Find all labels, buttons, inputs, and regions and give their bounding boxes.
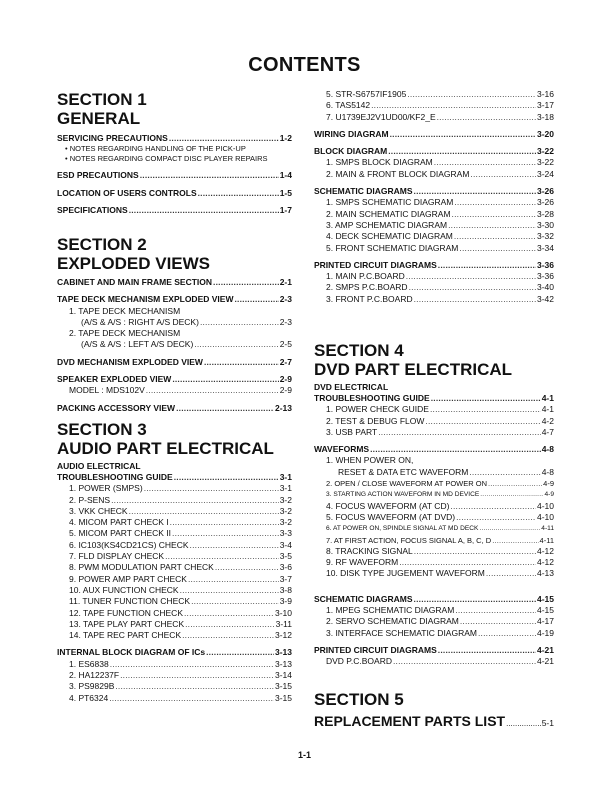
toc-entry[interactable]: 5. FOCUS WAVEFORM (AT DVD) ..... 4-10 [314, 512, 554, 523]
toc-entry[interactable]: 1. MAIN P.C.BOARD ..... 3-36 [314, 271, 554, 282]
toc-entry[interactable]: REPLACEMENT PARTS LIST ..... 5-1 [314, 713, 554, 729]
toc-entry[interactable]: TROUBLESHOOTING GUIDE ..... 3-1 [57, 472, 292, 483]
section-title: EXPLODED VIEWS [57, 254, 211, 273]
toc-entry[interactable]: BLOCK DIAGRAM ..... 3-22 [314, 146, 554, 157]
toc-entry[interactable]: PACKING ACCESSORY VIEW ..... 2-13 [57, 403, 292, 414]
toc-entry[interactable]: 14. TAPE REC PART CHECK ..... 3-12 [57, 630, 292, 641]
toc-entry[interactable]: 5. MICOM PART CHECK II ..... 3-3 [57, 528, 292, 539]
toc-entry[interactable]: DVD P.C.BOARD ..... 4-21 [314, 656, 554, 667]
toc-entry[interactable]: 2. MAIN & FRONT BLOCK DIAGRAM ..... 3-24 [314, 169, 554, 180]
section-1 [57, 90, 292, 216]
toc-entry[interactable]: 1. SMPS BLOCK DIAGRAM ..... 3-22 [314, 157, 554, 168]
section-4 [314, 341, 554, 668]
toc-entry[interactable]: DVD MECHANISM EXPLODED VIEW ..... 2-7 [57, 357, 292, 368]
toc-entry[interactable]: 3. USB PART ..... 4-7 [314, 427, 554, 438]
toc-entry[interactable]: 4. MICOM PART CHECK I ..... 3-2 [57, 517, 292, 528]
page-title: CONTENTS [248, 54, 361, 76]
toc-subheading: 1. WHEN POWER ON, [326, 455, 414, 466]
toc-entry[interactable]: LOCATION OF USERS CONTROLS ..... 1-5 [57, 188, 292, 199]
toc-entry[interactable]: 4. FOCUS WAVEFORM (AT CD) ..... 4-10 [314, 501, 554, 512]
section-title: DVD PART ELECTRICAL [314, 360, 513, 379]
section-number: SECTION 1 [57, 90, 147, 109]
toc-entry[interactable]: RESET & DATA ETC WAVEFORM ..... 4-8 [314, 467, 554, 478]
toc-entry[interactable]: 2. OPEN / CLOSE WAVEFORM AT POWER ON ..... 4-9 [314, 478, 554, 489]
toc-entry[interactable]: 6. AT POWER ON, SPINDLE SIGNAL AT MD DECK ..... 4-11 [314, 523, 554, 534]
toc-entry[interactable]: WAVEFORMS ..... 4-8 [314, 444, 554, 455]
toc-entry[interactable]: 4. DECK SCHEMATIC DIAGRAM ..... 3-32 [314, 231, 554, 242]
toc-entry[interactable]: SPECIFICATIONS ..... 1-7 [57, 205, 292, 216]
toc-entry[interactable]: (A/S & A/S : LEFT A/S DECK) ..... 2-5 [57, 339, 292, 350]
toc-entry[interactable]: SERVICING PRECAUTIONS ..... 1-2 [57, 133, 292, 144]
toc-entry[interactable]: TROUBLESHOOTING GUIDE ..... 4-1 [314, 393, 554, 404]
toc-entry[interactable]: CABINET AND MAIN FRAME SECTION ..... 2-1 [57, 277, 292, 288]
section-title: AUDIO PART ELECTRICAL [57, 439, 274, 458]
toc-entry[interactable]: 8. TRACKING SIGNAL ..... 4-12 [314, 546, 554, 557]
toc-entry[interactable]: 10. AUX FUNCTION CHECK ..... 3-8 [57, 585, 292, 596]
toc-entry[interactable]: 4. PT6324 ..... 3-15 [57, 693, 292, 704]
section-number: SECTION 5 [314, 690, 404, 709]
toc-entry[interactable]: SCHEMATIC DIAGRAMS ..... 3-26 [314, 186, 554, 197]
section-subtitle: AUDIO ELECTRICAL [57, 461, 141, 471]
section-3-continued [314, 89, 554, 305]
toc-entry[interactable]: 1. POWER CHECK GUIDE ..... 4-1 [314, 404, 554, 415]
toc-entry[interactable]: 11. TUNER FUNCTION CHECK ..... 3-9 [57, 596, 292, 607]
toc-entry[interactable]: 3. STARTING ACTION WAVEFORM IN MD DEVICE ..... 4-9 [314, 489, 554, 500]
toc-entry[interactable]: 1. ES6838 ..... 3-13 [57, 659, 292, 670]
toc-entry[interactable]: 7. FLD DISPLAY CHECK ..... 3-5 [57, 551, 292, 562]
toc-entry[interactable]: 2. P-SENS ..... 3-2 [57, 495, 292, 506]
toc-entry[interactable]: 2. SERVO SCHEMATIC DIAGRAM ..... 4-17 [314, 616, 554, 627]
toc-entry[interactable]: SPEAKER EXPLODED VIEW ..... 2-9 [57, 374, 292, 385]
toc-entry[interactable]: 6. TAS5142 ..... 3-17 [314, 100, 554, 111]
toc-entry[interactable]: 1. MPEG SCHEMATIC DIAGRAM ..... 4-15 [314, 605, 554, 616]
toc-entry[interactable]: 3. VKK CHECK ..... 3-2 [57, 506, 292, 517]
toc-entry[interactable]: 6. IC103(KS4CD21CS) CHECK ..... 3-4 [57, 540, 292, 551]
toc-note: • NOTES REGARDING HANDLING OF THE PICK-UP [65, 144, 246, 154]
section-number: SECTION 2 [57, 235, 147, 254]
toc-entry[interactable]: 1. POWER (SMPS) ..... 3-1 [57, 483, 292, 494]
toc-entry[interactable]: 3. PS9829B ..... 3-15 [57, 681, 292, 692]
toc-entry[interactable]: 5. FRONT SCHEMATIC DIAGRAM ..... 3-34 [314, 243, 554, 254]
toc-entry[interactable]: 2. TEST & DEBUG FLOW ..... 4-2 [314, 416, 554, 427]
toc-entry[interactable]: 2. HA12237F ..... 3-14 [57, 670, 292, 681]
toc-entry[interactable]: INTERNAL BLOCK DIAGRAM OF ICs ..... 3-13 [57, 647, 292, 658]
section-5 [314, 690, 554, 729]
toc-entry[interactable]: 2. SMPS P.C.BOARD ..... 3-40 [314, 282, 554, 293]
page-number: 1-1 [297, 750, 311, 760]
toc-entry[interactable]: 2. MAIN SCHEMATIC DIAGRAM ..... 3-28 [314, 209, 554, 220]
section-2 [57, 235, 292, 414]
toc-entry[interactable]: 1. SMPS SCHEMATIC DIAGRAM ..... 3-26 [314, 197, 554, 208]
toc-entry[interactable]: (A/S & A/S : RIGHT A/S DECK) ..... 2-3 [57, 317, 292, 328]
toc-subheading: 2. TAPE DECK MECHANISM [69, 328, 181, 339]
toc-entry[interactable]: PRINTED CIRCUIT DIAGRAMS ..... 4-21 [314, 645, 554, 656]
toc-entry[interactable]: 5. STR-S6757IF1905 ..... 3-16 [314, 89, 554, 100]
toc-entry[interactable]: 3. FRONT P.C.BOARD ..... 3-42 [314, 294, 554, 305]
toc-entry[interactable]: 3. INTERFACE SCHEMATIC DIAGRAM ..... 4-19 [314, 628, 554, 639]
toc-entry[interactable]: 8. PWM MODULATION PART CHECK ..... 3-6 [57, 562, 292, 573]
section-subtitle: DVD ELECTRICAL [314, 382, 389, 392]
toc-entry[interactable]: 3. AMP SCHEMATIC DIAGRAM ..... 3-30 [314, 220, 554, 231]
section-number: SECTION 3 [57, 420, 147, 439]
toc-entry[interactable]: WIRING DIAGRAM ..... 3-20 [314, 129, 554, 140]
toc-entry[interactable]: 7. AT FIRST ACTION, FOCUS SIGNAL A, B, C, D ..... 4-11 [314, 535, 554, 546]
toc-entry[interactable]: PRINTED CIRCUIT DIAGRAMS ..... 3-36 [314, 260, 554, 271]
toc-entry[interactable]: MODEL : MDS102V ..... 2-9 [57, 385, 292, 396]
toc-entry[interactable]: 10. DISK TYPE JUGEMENT WAVEFORM ..... 4-13 [314, 568, 554, 579]
toc-entry[interactable]: 13. TAPE PLAY PART CHECK ..... 3-11 [57, 619, 292, 630]
toc-entry[interactable]: TAPE DECK MECHANISM EXPLODED VIEW ..... 2-3 [57, 294, 292, 305]
toc-note: • NOTES REGARDING COMPACT DISC PLAYER REPAIRS [65, 154, 268, 164]
toc-subheading: 1. TAPE DECK MECHANISM [69, 305, 181, 316]
toc-entry[interactable]: 7. U1739EJ2V1UD00/KF2_E ..... 3-18 [314, 112, 554, 123]
section-3 [57, 420, 292, 704]
toc-entry[interactable]: 9. RF WAVEFORM ..... 4-12 [314, 557, 554, 568]
section-title: REPLACEMENT PARTS LIST [314, 713, 506, 729]
toc-entry[interactable]: SCHEMATIC DIAGRAMS ..... 4-15 [314, 594, 554, 605]
toc-entry[interactable]: 9. POWER AMP PART CHECK ..... 3-7 [57, 574, 292, 585]
toc-entry[interactable]: ESD PRECAUTIONS ..... 1-4 [57, 170, 292, 181]
section-title: GENERAL [57, 109, 141, 128]
toc-entry[interactable]: 12. TAPE FUNCTION CHECK ..... 3-10 [57, 608, 292, 619]
section-number: SECTION 4 [314, 341, 404, 360]
